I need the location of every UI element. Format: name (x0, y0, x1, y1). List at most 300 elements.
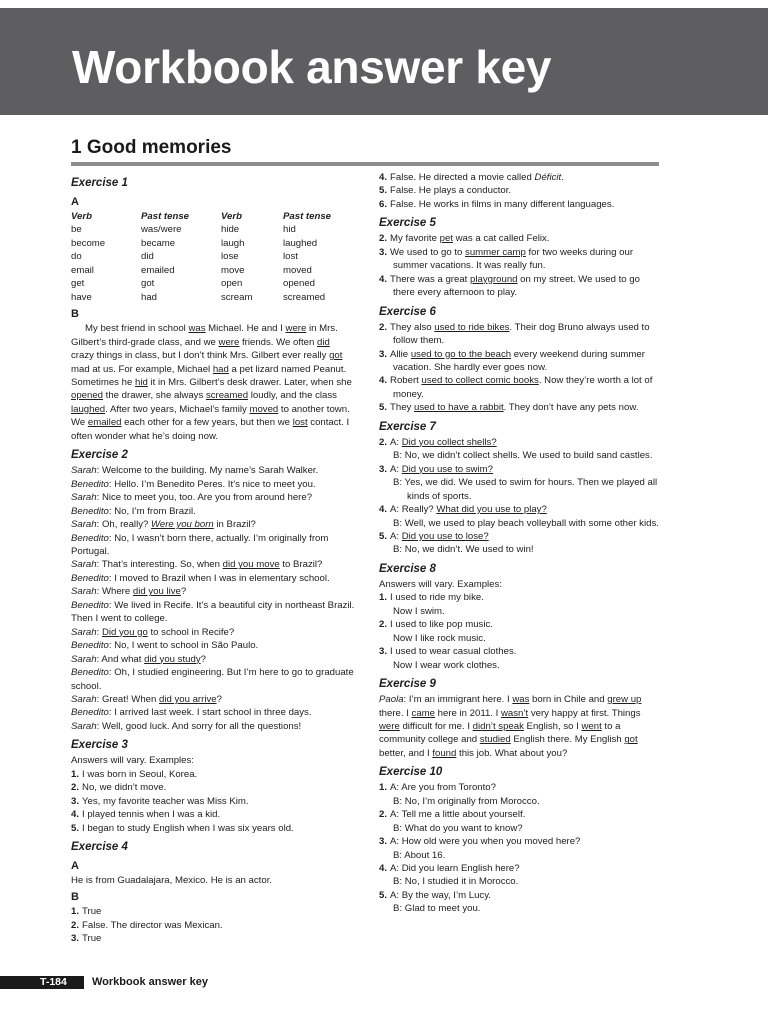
text-run: Sarah (71, 720, 97, 732)
list-item (379, 808, 662, 821)
list-item (379, 781, 662, 794)
text-run: False. He directed a movie called (390, 172, 535, 183)
item-number: 3. (379, 836, 388, 848)
text-run: A: Really? (390, 504, 437, 516)
list-item (71, 781, 355, 794)
exercise-5-title: Exercise 5 (379, 217, 436, 230)
underlined-answer: Did you use to lose? (401, 530, 489, 542)
item-number: 5. (379, 185, 388, 197)
list-item (71, 795, 355, 808)
text-run: each other for a few years, but then we (121, 417, 293, 429)
text-run: They (390, 402, 415, 414)
table-header: Verb (221, 211, 242, 222)
underlined-answer: found (432, 747, 457, 759)
text-run: A: By the way, I’m Lucy. (390, 889, 491, 901)
exercise-9-title: Exercise 9 (379, 678, 436, 691)
exercise-6-title: Exercise 6 (379, 305, 436, 318)
item-number: 1. (71, 906, 80, 918)
table-cell: laughed (283, 237, 318, 249)
text-run: Benedito (71, 478, 109, 490)
list-item (379, 503, 662, 516)
text-run: to another town. We (71, 403, 350, 429)
exercise-6-list (379, 321, 662, 415)
text-run: : No, I’m from Brazil. (108, 505, 196, 517)
table-row (71, 237, 355, 250)
exercise-5-list (379, 232, 662, 299)
exercise-2-title: Exercise 2 (71, 449, 128, 462)
list-item (379, 530, 662, 543)
underlined-answer: Did you use to swim? (401, 463, 493, 475)
list-item-response: B: No, I’m originally from Morocco. (393, 795, 540, 807)
text-run: : Oh, I studied engineering. But I’m here to go to graduate school. (71, 667, 354, 692)
exercise-9-paragraph (379, 693, 662, 760)
dialogue-line (71, 505, 355, 518)
text-run: was a cat called Felix. (452, 233, 550, 245)
exercise-3-title: Exercise 3 (71, 739, 128, 752)
text-run: They also (390, 321, 435, 333)
list-item (379, 198, 662, 211)
text-run: I played tennis when I was a kid. (82, 809, 221, 821)
list-item (379, 232, 662, 245)
text-run: There was a great (390, 273, 471, 285)
table-cell: opened (283, 278, 316, 290)
text-run: : We lived in Recife. It’s a beautiful city in northeast Brazil. Then I went to college. (71, 599, 355, 625)
exercise-3-list (71, 768, 355, 835)
underlined-answer: were (218, 336, 240, 348)
item-number: 4. (71, 809, 80, 821)
text-run: : Oh, really? (96, 519, 151, 531)
text-run: Yes, my favorite teacher was Miss Kim. (82, 795, 249, 807)
table-cell: had (141, 291, 158, 303)
text-run: Benedito (71, 707, 109, 719)
list-item-response: B: Glad to meet you. (393, 903, 481, 915)
text-run: Sarah (71, 492, 97, 504)
text-run: Michael. He and I (205, 323, 286, 335)
item-number: 1. (379, 782, 388, 794)
list-item (379, 348, 662, 375)
list-item (379, 463, 662, 476)
text-run: True (82, 906, 102, 918)
dialogue-line (71, 626, 355, 639)
item-number: 4. (379, 863, 388, 875)
list-item (379, 862, 662, 875)
item-number: 3. (379, 246, 388, 258)
item-number: 4. (379, 172, 388, 183)
underlined-answer: laughed (71, 403, 106, 415)
table-row (71, 277, 355, 290)
list-item-response: Now I swim. (393, 605, 445, 617)
dialogue-line (71, 518, 355, 531)
exercise-2-dialogue (71, 464, 355, 733)
page-title: Workbook answer key (72, 41, 552, 93)
underlined-answer: did you move (222, 559, 280, 571)
text-run: I used to like pop music. (390, 619, 493, 631)
text-run: False. He works in films in many different languages. (390, 198, 615, 210)
table-cell: screamed (283, 291, 326, 303)
text-run: for two weeks during our summer vacations. It was really fun. (393, 246, 634, 272)
table-row (71, 291, 355, 304)
text-run: . They don’t have any pets now. (503, 402, 639, 414)
exercise-4-part-a: A (71, 860, 79, 873)
text-run: every weekend during summer vacation. She hardly ever goes now. (393, 348, 645, 373)
underlined-answer: moved (249, 403, 279, 415)
text-run: We used to go to (390, 246, 466, 258)
exercise-7-list (379, 436, 662, 557)
item-number: 1. (71, 768, 80, 780)
text-run: a pet lizard named Peanut. Sometimes he (71, 363, 347, 388)
list-item (379, 246, 662, 273)
text-run: : Great! When (96, 693, 159, 705)
underlined-answer: grew up (607, 694, 642, 706)
text-run: in Brazil? (213, 519, 256, 531)
list-item (379, 835, 662, 848)
table-cell: emailed (141, 264, 175, 276)
table-cell: email (71, 264, 94, 276)
underlined-answer: was (512, 694, 530, 706)
text-run: False. He plays a conductor. (390, 185, 512, 197)
text-run: False. The director was Mexican. (82, 919, 223, 931)
item-number: 2. (379, 436, 388, 448)
item-number: 3. (71, 795, 80, 807)
underlined-answer: Did you collect shells? (401, 436, 497, 448)
list-item (379, 591, 662, 604)
unit-title: 1 Good memories (71, 137, 232, 158)
exercise-3-intro: Answers will vary. Examples: (71, 755, 194, 767)
text-run: Sarah (71, 519, 97, 531)
text-run: Benedito (71, 572, 109, 584)
dialogue-line (71, 693, 355, 706)
list-item (379, 374, 662, 401)
table-cell: be (71, 224, 82, 236)
text-run: Déficit (534, 172, 562, 183)
list-item (379, 401, 662, 414)
item-number: 2. (379, 321, 388, 333)
list-item (71, 932, 355, 945)
exercise-4-list (71, 905, 355, 945)
underlined-answer: Were you born (151, 519, 214, 531)
table-header: Past tense (141, 211, 189, 222)
list-item (379, 889, 662, 902)
text-run: Benedito (71, 667, 109, 679)
text-run: : I arrived last week. I start school in three days. (108, 707, 312, 719)
text-run: A: (390, 530, 402, 542)
text-run: A: (390, 436, 402, 448)
text-run: this job. What about you? (456, 747, 568, 759)
list-item (379, 645, 662, 658)
list-item (71, 808, 355, 821)
dialogue-line (71, 478, 355, 491)
table-cell: became (141, 237, 176, 249)
text-run: A: How old were you when you moved here? (390, 836, 581, 848)
text-run: Benedito (71, 505, 109, 517)
text-run: Sarah (71, 559, 97, 571)
text-run: very happy at first. Things (528, 707, 641, 719)
text-run: No, we didn’t move. (82, 782, 167, 794)
table-cell: do (71, 251, 82, 263)
underlined-answer: did you arrive (159, 693, 217, 705)
text-run: Allie (390, 348, 411, 360)
text-run: in Mrs. Gilbert’s third-grade class, and we (71, 323, 338, 348)
exercise-8-title: Exercise 8 (379, 562, 436, 575)
text-run: ? (200, 653, 206, 665)
text-run: A: Tell me a little about yourself. (390, 809, 526, 821)
text-run: : Hello. I’m Benedito Peres. It’s nice to meet you. (108, 478, 316, 490)
exercise-8-intro: Answers will vary. Examples: (379, 578, 502, 590)
exercise-1-part-a: A (71, 196, 79, 208)
text-run: My favorite (390, 233, 440, 245)
underlined-answer: got (624, 734, 638, 746)
text-run: English there. My English (510, 734, 625, 746)
text-run: the drawer, she always (103, 390, 206, 402)
text-run: Sarah (71, 626, 97, 638)
dialogue-line (71, 639, 355, 652)
text-run: on my street. We used to go there every afternoon to play. (393, 273, 640, 299)
item-number: 4. (379, 273, 388, 285)
table-cell: become (71, 237, 106, 249)
text-run: : Where (96, 586, 133, 598)
item-number: 3. (379, 463, 388, 475)
exercise-1-title: Exercise 1 (71, 177, 128, 189)
list-item-response: B: About 16. (393, 849, 446, 861)
underlined-answer: summer camp (465, 246, 526, 258)
underlined-answer: didn’t speak (472, 720, 524, 732)
item-number: 2. (71, 782, 80, 794)
text-run: to a community college and (379, 720, 621, 746)
text-run: better, and I (379, 747, 433, 759)
text-run: Sarah (71, 653, 97, 665)
table-header: Past tense (283, 211, 331, 222)
list-item (71, 822, 355, 835)
item-number: 5. (379, 402, 388, 414)
text-run: Benedito (71, 640, 109, 652)
exercise-4-title: Exercise 4 (71, 841, 128, 854)
exercise-10-list (379, 781, 662, 916)
table-cell: have (71, 291, 92, 303)
text-run: True (82, 933, 102, 945)
underlined-answer: emailed (87, 417, 122, 429)
dialogue-line (71, 572, 355, 585)
text-run: loudly, and the class (248, 390, 337, 402)
text-run: crazy things in class, but I don’t think Mrs. Gilbert ever really (71, 350, 330, 362)
underlined-answer: came (411, 707, 435, 719)
text-run: : No, I went to school in São Paulo. (108, 640, 259, 652)
text-run: : That’s interesting. So, when (96, 559, 223, 571)
underlined-answer: wasn’t (500, 707, 529, 719)
list-item-response: B: What do you want to know? (393, 822, 523, 834)
table-cell: move (221, 264, 245, 276)
list-item-response: B: No, we didn’t. We used to win! (393, 544, 534, 556)
list-item (71, 919, 355, 932)
item-number: 4. (379, 504, 388, 516)
table-row (71, 250, 355, 263)
underlined-answer: were (285, 323, 307, 335)
text-run: : And what (96, 653, 145, 665)
text-run: I used to ride my bike. (390, 592, 484, 604)
dialogue-line (71, 599, 355, 626)
right-column (379, 171, 662, 916)
text-run: : I’m an immigrant here. I (403, 694, 513, 706)
text-run: difficult for me. I (399, 720, 473, 732)
exercise-1-part-b: B (71, 308, 79, 321)
text-run: to school in Recife? (147, 626, 235, 638)
item-number: 5. (379, 530, 388, 542)
underlined-answer: playground (470, 273, 518, 285)
text-run: : No, I wasn’t born there, actually. I’m originally from Portugal. (71, 532, 329, 557)
verb-table (71, 210, 355, 304)
text-run: . (561, 172, 564, 183)
underlined-answer: used to go to the beach (410, 348, 512, 360)
text-run: : Welcome to the building. My name’s Sarah Walker. (96, 465, 319, 477)
text-run: I began to study English when I was six years old. (82, 822, 294, 834)
list-item-response: B: Well, we used to play beach volleyball with some other kids. (393, 517, 659, 529)
exercise-4-part-a-answer: He is from Guadalajara, Mexico. He is an actor. (71, 875, 273, 887)
item-number: 3. (379, 348, 388, 360)
dialogue-line (71, 720, 355, 733)
text-run: Robert (390, 375, 422, 387)
item-number: 1. (379, 592, 388, 604)
list-item-response: Now I wear work clothes. (393, 659, 500, 671)
item-number: 2. (71, 919, 80, 931)
text-run: contact. I often wonder what he’s doing now. (71, 417, 350, 442)
text-run: Sarah (71, 693, 97, 705)
underlined-answer: pet (439, 233, 453, 245)
exercise-10-title: Exercise 10 (379, 766, 443, 779)
text-run: : Nice to meet you, too. Are you from around here? (96, 492, 313, 504)
underlined-answer: studied (479, 734, 511, 746)
text-run: A: Did you learn English here? (390, 863, 520, 875)
underlined-answer: opened (71, 390, 104, 402)
text-run: . Now they’re worth a lot of money. (393, 375, 653, 400)
text-run: A: Are you from Toronto? (390, 782, 496, 794)
page-footer (0, 974, 768, 990)
page-number: T-184 (40, 976, 67, 988)
text-run: Benedito (71, 532, 109, 544)
table-cell: hide (221, 224, 240, 236)
exercise-4-part-b: B (71, 891, 79, 904)
underlined-answer: were (379, 720, 400, 732)
underlined-answer: did you study (144, 653, 201, 665)
item-number: 5. (71, 822, 80, 834)
text-run: born in Chile and (529, 694, 608, 706)
dialogue-line (71, 532, 355, 559)
underlined-answer: hid (135, 376, 148, 388)
item-number: 2. (379, 809, 388, 821)
underlined-answer: got (329, 350, 343, 362)
item-number: 3. (379, 646, 388, 658)
text-run: : I moved to Brazil when I was in elementary school. (108, 572, 330, 584)
text-run: here in 2011. I (435, 707, 501, 719)
table-cell: lose (221, 251, 239, 263)
dialogue-line (71, 585, 355, 598)
list-item (71, 768, 355, 781)
table-cell: moved (283, 264, 312, 276)
underlined-answer: was (188, 323, 206, 335)
table-cell: hid (283, 224, 296, 236)
list-item (379, 171, 662, 184)
text-run: ? (180, 586, 187, 598)
table-cell: got (141, 278, 155, 290)
table-cell: open (221, 278, 243, 290)
text-run: Sarah (71, 465, 97, 477)
left-column (71, 171, 355, 946)
text-run: A: (390, 463, 402, 475)
list-item-response: Now I like rock music. (393, 632, 486, 644)
table-header: Verb (71, 211, 92, 222)
item-number: 4. (379, 375, 388, 387)
text-run: mad at us. For example, Michael (71, 363, 213, 375)
exercise-7-title: Exercise 7 (379, 420, 436, 433)
unit-divider (71, 162, 659, 166)
text-run: Sarah (71, 586, 97, 598)
text-run: ? (216, 693, 222, 705)
item-number: 5. (379, 889, 388, 901)
table-cell: lost (283, 251, 298, 263)
table-row (71, 223, 355, 236)
dialogue-line (71, 653, 355, 666)
item-number: 3. (71, 933, 80, 945)
text-run: it in Mrs. Gilbert’s desk drawer. Later, when she (147, 376, 352, 388)
underlined-answer: used to ride bikes (434, 321, 510, 333)
table-cell: get (71, 278, 85, 290)
underlined-answer: did (317, 336, 330, 348)
text-run: Benedito (71, 599, 109, 611)
underlined-answer: Did you go (101, 626, 148, 638)
dialogue-line (71, 666, 355, 693)
list-item-response: B: No, we didn’t collect shells. We used to build sand castles. (393, 450, 653, 462)
underlined-answer: lost (292, 417, 308, 429)
dialogue-line (71, 558, 355, 571)
item-number: 6. (379, 198, 388, 210)
text-run: there. I (379, 707, 412, 719)
underlined-answer: used to have a rabbit (414, 402, 504, 414)
table-cell: laugh (221, 237, 245, 249)
item-number: 2. (379, 233, 388, 245)
list-item (379, 321, 662, 348)
text-run: . After two years, Michael’s family (105, 403, 250, 415)
underlined-answer: did you live (132, 586, 181, 598)
underlined-answer: went (581, 720, 602, 732)
dialogue-line (71, 464, 355, 477)
list-item (379, 273, 662, 300)
underlined-answer: used to collect comic books (421, 375, 539, 387)
text-run: . Their dog Bruno always used to follow them. (393, 321, 650, 347)
list-item-response: B: Yes, we did. We used to swim for hours. Then we played all kinds of sports. (393, 477, 658, 502)
table-cell: scream (221, 291, 253, 303)
underlined-answer: had (212, 363, 229, 375)
text-run: English, so I (523, 720, 582, 732)
list-item-response: B: No, I studied it in Morocco. (393, 876, 519, 888)
list-item (379, 184, 662, 197)
exercise-1-paragraph (71, 322, 355, 443)
text-run: to Brazil? (279, 559, 323, 571)
text-run: I was born in Seoul, Korea. (82, 768, 198, 780)
text-run: I used to wear casual clothes. (390, 646, 517, 658)
exercise-8-list (379, 591, 662, 672)
list-item (71, 905, 355, 918)
header-banner (0, 8, 768, 115)
text-run: friends. We often (239, 336, 318, 348)
underlined-answer: screamed (205, 390, 249, 402)
item-number: 2. (379, 619, 388, 631)
dialogue-line (71, 706, 355, 719)
text-run: : (96, 626, 102, 638)
table-cell: was/were (141, 224, 182, 236)
list-item (379, 436, 662, 449)
underlined-answer: What did you use to play? (436, 504, 547, 516)
footer-label: Workbook answer key (92, 976, 208, 988)
exercise-4-list-continued (379, 171, 662, 211)
table-cell: did (141, 251, 154, 263)
